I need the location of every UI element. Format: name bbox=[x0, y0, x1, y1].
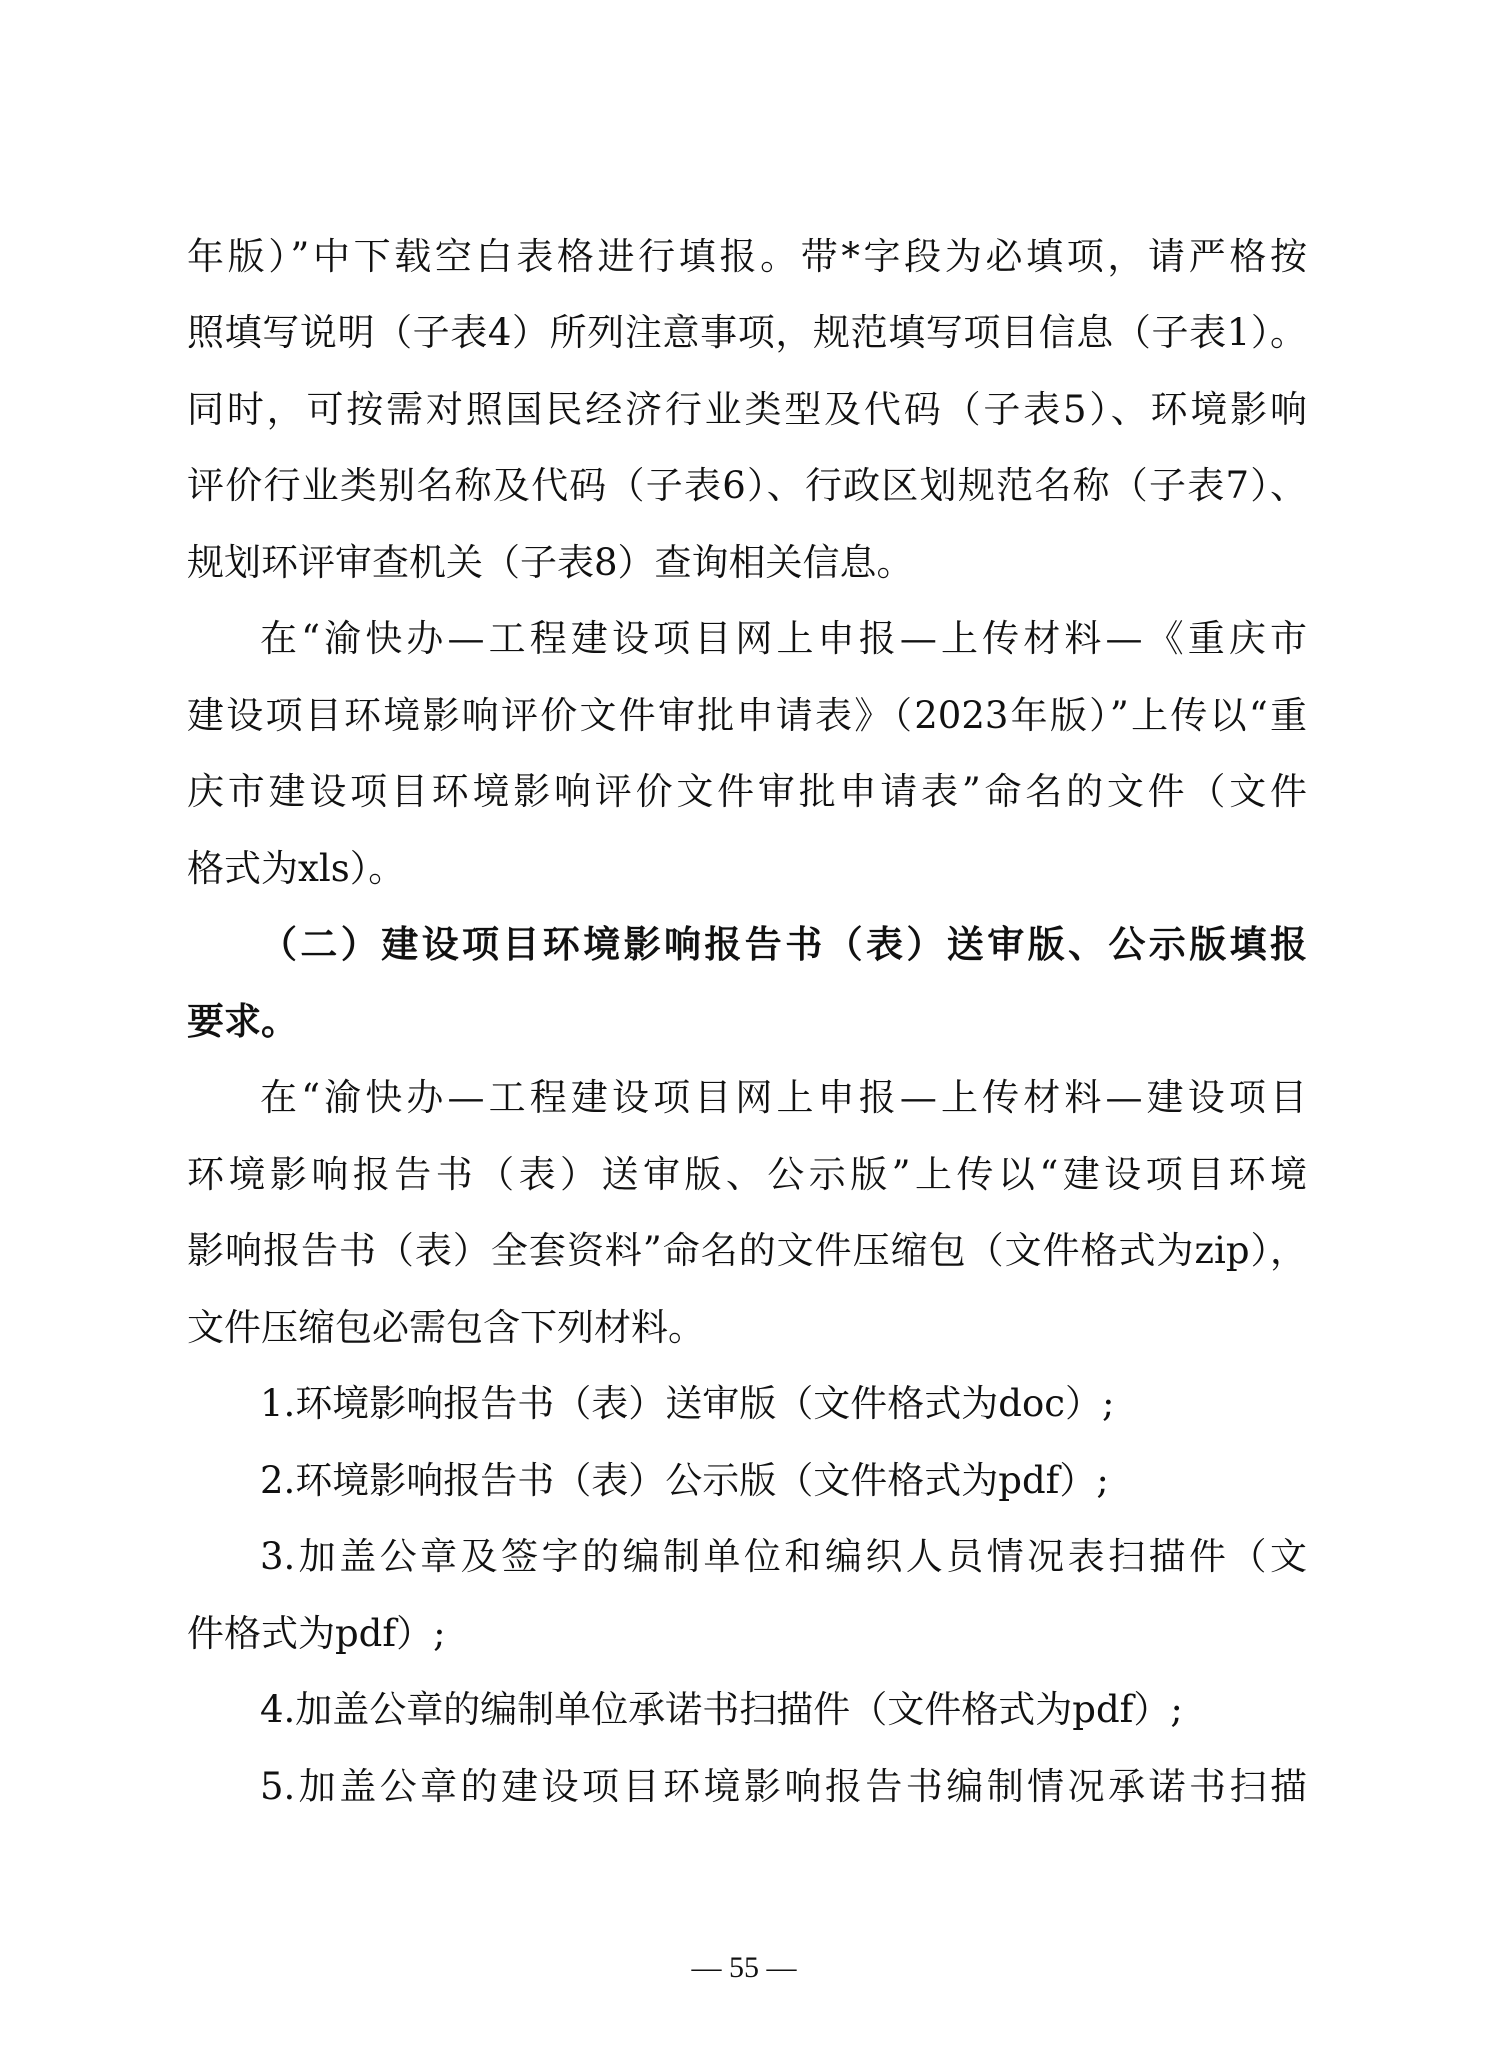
paragraph-line: 影响报告书（表）全套资料”命名的文件压缩包（文件格式为zip）， bbox=[187, 1229, 1307, 1272]
section-heading: 要求。 bbox=[187, 1000, 298, 1043]
paragraph-line: 环境影响报告书（表）送审版、公示版”上传以“建设项目环境 bbox=[187, 1153, 1307, 1196]
paragraph-line: 评价行业类别名称及代码（子表6）、行政区划规范名称（子表7）、 bbox=[187, 464, 1307, 507]
paragraph-line: 建设项目环境影响评价文件审批申请表》（2023年版）”上传以“重 bbox=[187, 694, 1307, 737]
list-item: 4.加盖公章的编制单位承诺书扫描件（文件格式为pdf）; bbox=[260, 1688, 1183, 1731]
paragraph-line: 在“渝快办—工程建设项目网上申报—上传材料—建设项目 bbox=[260, 1076, 1307, 1119]
list-item: 5.加盖公章的建设项目环境影响报告书编制情况承诺书扫描 bbox=[260, 1765, 1307, 1808]
list-item: 1.环境影响报告书（表）送审版（文件格式为doc）; bbox=[260, 1382, 1115, 1425]
paragraph-line: 在“渝快办—工程建设项目网上申报—上传材料—《重庆市 bbox=[260, 617, 1307, 660]
paragraph-line: 年版）”中下载空白表格进行填报。带*字段为必填项，请严格按 bbox=[187, 235, 1307, 278]
paragraph-line: 同时，可按需对照国民经济行业类型及代码（子表5）、环境影响 bbox=[187, 388, 1307, 431]
paragraph-line: 庆市建设项目环境影响评价文件审批申请表”命名的文件（文件 bbox=[187, 770, 1307, 813]
paragraph-line: 文件压缩包必需包含下列材料。 bbox=[187, 1306, 705, 1349]
page-number: — 55 — bbox=[691, 1951, 797, 1984]
paragraph-line: 格式为xls）。 bbox=[187, 847, 406, 890]
list-item: 2.环境影响报告书（表）公示版（文件格式为pdf）; bbox=[260, 1459, 1109, 1502]
paragraph-line: 规划环评审查机关（子表8）查询相关信息。 bbox=[187, 541, 914, 584]
section-heading: （二）建设项目环境影响报告书（表）送审版、公示版填报 bbox=[260, 923, 1307, 966]
list-item: 3.加盖公章及签字的编制单位和编织人员情况表扫描件（文 bbox=[260, 1535, 1307, 1578]
paragraph-line: 照填写说明（子表4）所列注意事项，规范填写项目信息（子表1）。 bbox=[187, 311, 1307, 354]
list-item-continuation: 件格式为pdf）; bbox=[187, 1612, 446, 1655]
